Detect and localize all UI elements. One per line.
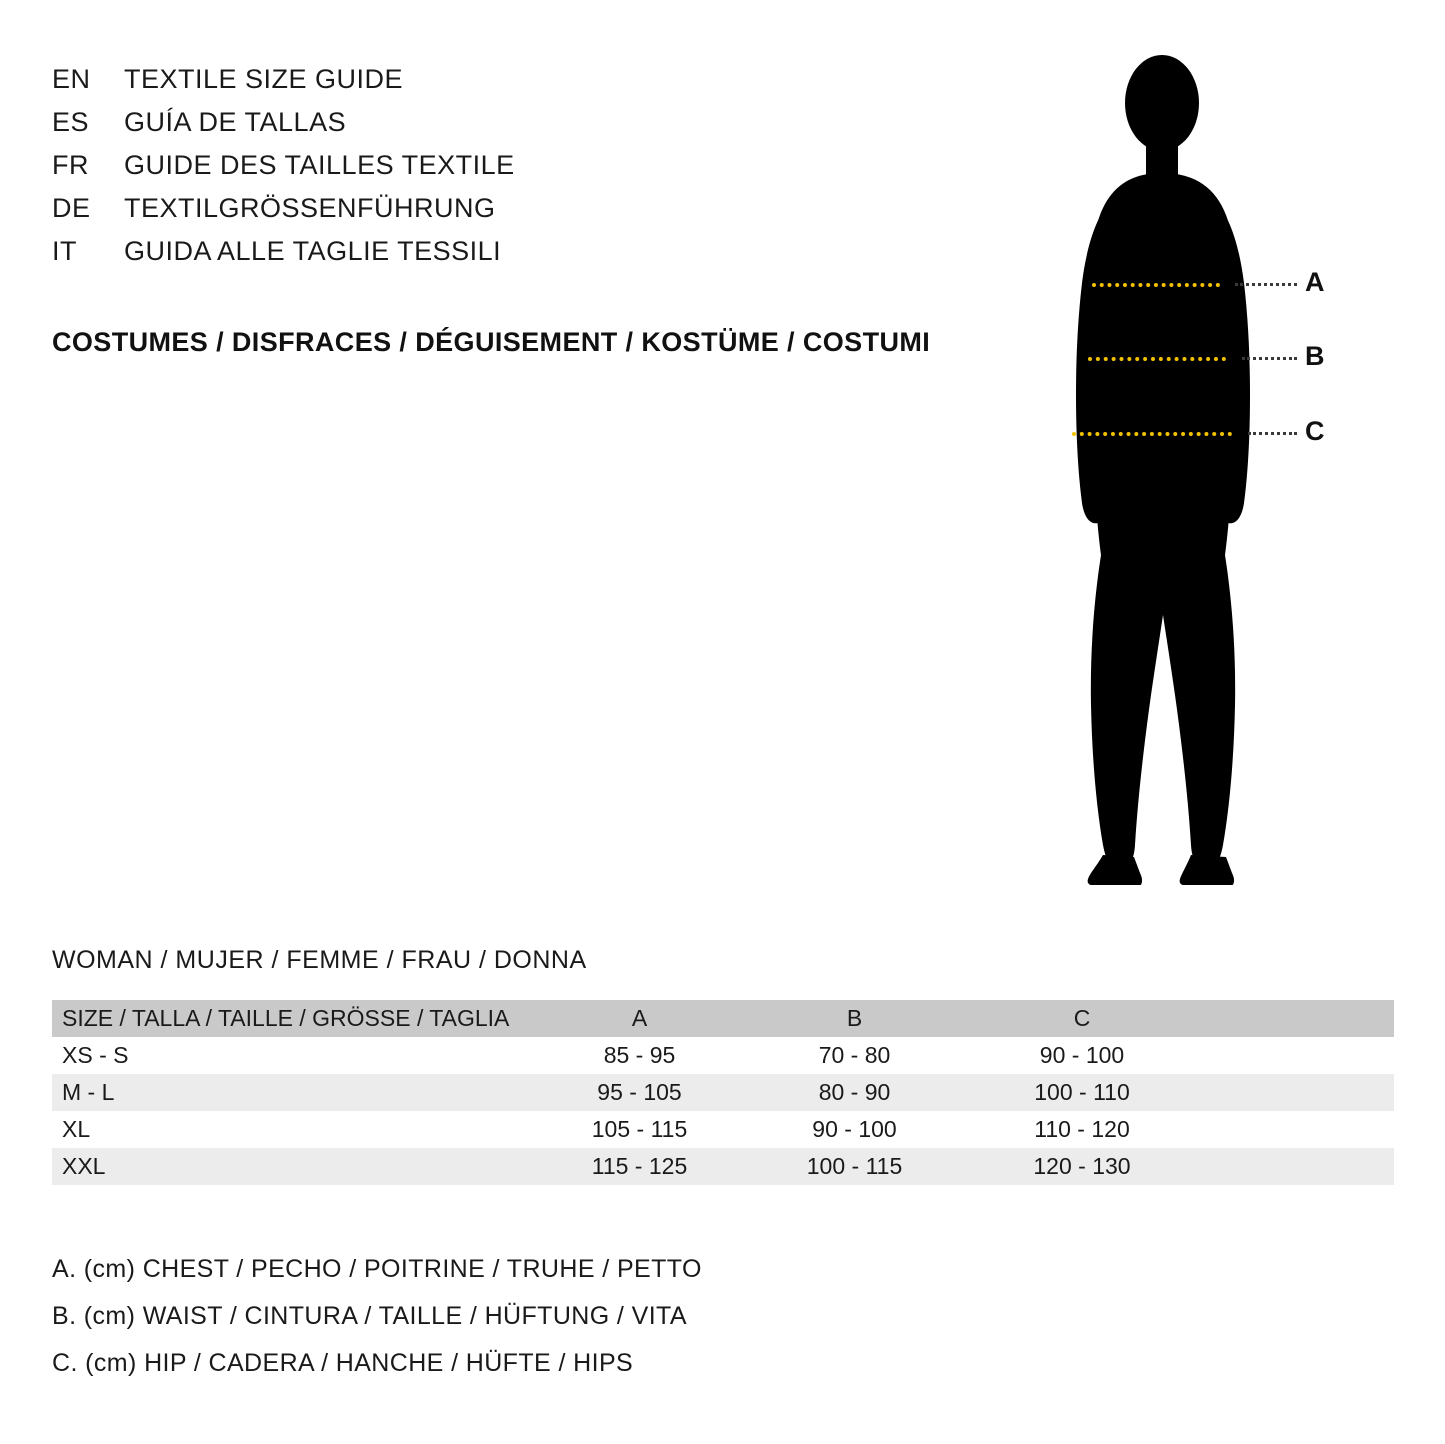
legend-line-b: B. (cm) WAIST / CINTURA / TAILLE / HÜFTUNG / VITA <box>52 1302 687 1330</box>
waist-leader-line <box>1242 357 1297 360</box>
language-code-fr: FR <box>52 150 89 180</box>
table-header-row <box>52 1000 1394 1037</box>
language-list <box>52 64 1032 279</box>
hip-leader-line <box>1248 432 1297 435</box>
language-code-en: EN <box>52 64 91 94</box>
cell-size: XS - S <box>62 1042 129 1068</box>
cell-spacer <box>1202 1074 1394 1111</box>
header-c: C <box>1073 1005 1091 1031</box>
cell-a: 105 - 115 <box>591 1116 688 1142</box>
cell-a: 85 - 95 <box>603 1042 676 1068</box>
header-spacer <box>1202 1000 1394 1037</box>
legend-line-c: C. (cm) HIP / CADERA / HANCHE / HÜFTE / HIPS <box>52 1349 634 1377</box>
marker-label-a: A <box>1305 267 1325 297</box>
size-table-head <box>52 1000 1394 1037</box>
cell-c: 100 - 110 <box>1034 1079 1130 1105</box>
table-row <box>52 1148 1394 1185</box>
marker-label-b: B <box>1305 341 1325 371</box>
female-silhouette-figure <box>1020 55 1360 885</box>
language-row-en <box>52 64 1032 107</box>
chest-measure-line <box>1092 283 1220 287</box>
language-row-de <box>52 193 1032 236</box>
category-line: COSTUMES / DISFRACES / DÉGUISEMENT / KOSTÜME / COSTUMI <box>52 327 931 357</box>
cell-c: 110 - 120 <box>1034 1116 1130 1142</box>
measurement-legend <box>52 1246 702 1387</box>
language-text-es: GUÍA DE TALLAS <box>124 107 347 137</box>
size-table-body <box>52 1037 1394 1185</box>
language-text-de: TEXTILGRÖSSENFÜHRUNG <box>124 193 496 223</box>
language-row-es <box>52 107 1032 150</box>
cell-c: 90 - 100 <box>1039 1042 1125 1068</box>
language-text-fr: GUIDE DES TAILLES TEXTILE <box>124 150 515 180</box>
chest-leader-line <box>1235 283 1297 286</box>
cell-size: XXL <box>62 1153 106 1179</box>
cell-spacer <box>1202 1111 1394 1148</box>
legend-line-a: A. (cm) CHEST / PECHO / POITRINE / TRUHE / PETTO <box>52 1255 702 1283</box>
language-row-it <box>52 236 1032 279</box>
cell-size: XL <box>62 1116 91 1142</box>
cell-a: 115 - 125 <box>591 1153 688 1179</box>
table-row <box>52 1074 1394 1111</box>
cell-spacer <box>1202 1037 1394 1074</box>
language-code-it: IT <box>52 236 77 266</box>
language-text-it: GUIDA ALLE TAGLIE TESSILI <box>124 236 502 266</box>
language-text-en: TEXTILE SIZE GUIDE <box>124 64 404 94</box>
marker-label-c: C <box>1305 416 1325 446</box>
language-code-es: ES <box>52 107 90 137</box>
table-row <box>52 1111 1394 1148</box>
waist-measure-line <box>1088 357 1226 361</box>
language-row-fr <box>52 150 1032 193</box>
cell-b: 90 - 100 <box>812 1116 897 1142</box>
cell-a: 95 - 105 <box>597 1079 682 1105</box>
header-a: A <box>631 1005 648 1031</box>
woman-silhouette-icon <box>1020 55 1360 885</box>
table-row <box>52 1037 1394 1074</box>
header-b: B <box>846 1005 863 1031</box>
cell-size: M - L <box>62 1079 115 1105</box>
cell-b: 100 - 115 <box>806 1153 903 1179</box>
language-code-de: DE <box>52 193 91 223</box>
cell-c: 120 - 130 <box>1033 1153 1131 1179</box>
cell-spacer <box>1202 1148 1394 1185</box>
table-title: WOMAN / MUJER / FEMME / FRAU / DONNA <box>52 946 587 974</box>
hip-measure-line <box>1072 432 1232 436</box>
size-table <box>52 1000 1394 1185</box>
cell-b: 70 - 80 <box>818 1042 891 1068</box>
header-size: SIZE / TALLA / TAILLE / GRÖSSE / TAGLIA <box>62 1005 510 1031</box>
cell-b: 80 - 90 <box>818 1079 891 1105</box>
